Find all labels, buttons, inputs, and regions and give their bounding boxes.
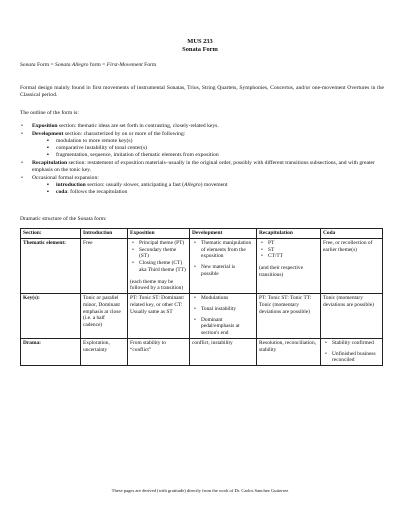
- table-cell: Exploration, uncertainty: [81, 338, 128, 365]
- cell-text: Principal theme (PT): [139, 239, 185, 246]
- table-cell: Free, or recollection of earlier theme(s): [321, 238, 383, 293]
- form-definition: [20, 62, 380, 69]
- bullet-icon: •: [194, 305, 196, 312]
- sub-item-text: section: usually slower, anticipating a fast (: [85, 181, 185, 188]
- cell-text: Tonal instability: [201, 305, 237, 312]
- outline-text: Occasional formal expansion:: [32, 174, 99, 181]
- term-first-movement: First-Movement: [106, 62, 143, 68]
- bullet-icon: •: [194, 295, 196, 301]
- term-exposition: Exposition: [32, 123, 58, 129]
- table-cell: [321, 338, 383, 365]
- outline-list: [20, 123, 382, 197]
- cell-list-item: [259, 240, 318, 247]
- cell-list-item: [259, 253, 318, 260]
- table-cell: PT: Tonic ST: Tonic TT: Tonic (momentary deviations are possible): [257, 294, 321, 339]
- table-cell: Tonic (momentary deviations are possible): [321, 294, 383, 339]
- bullet-icon: •: [194, 264, 196, 270]
- outline-item-exposition: [20, 123, 382, 130]
- term-development: Development: [32, 130, 64, 137]
- bullet-icon: •: [132, 246, 134, 253]
- table-cell: Resolution, reconciliation, stability: [257, 338, 321, 365]
- table-cell: [128, 238, 190, 293]
- cell-text: Closing theme (CT) aka Third theme (TT): [139, 260, 186, 273]
- bullet-icon: •: [261, 239, 263, 246]
- definition-text: Form: [142, 62, 157, 68]
- bullet-icon: •: [261, 246, 263, 253]
- cell-list-item: [259, 247, 318, 254]
- cell-list: [259, 240, 318, 260]
- row-label: Key(s):: [21, 294, 81, 339]
- square-bullet-icon: ▪: [47, 137, 49, 144]
- cell-text: CT/TT: [268, 253, 283, 260]
- row-label: Drama:: [21, 338, 81, 365]
- cell-list-item: [323, 340, 380, 347]
- sub-item-text: fragmentation, sequence, imitation of thematic elements from exposition: [56, 151, 219, 158]
- development-sublist: [32, 138, 382, 159]
- term-coda: coda: [56, 188, 68, 195]
- sub-item-text: modulation to more remote key(s): [56, 137, 133, 144]
- cell-note: (each theme may be followed by a transition): [130, 278, 184, 292]
- bullet-icon: •: [325, 350, 327, 357]
- table-cell: [257, 238, 321, 293]
- table-header-cell: Recapitulation: [257, 229, 321, 239]
- cell-list: [130, 240, 187, 274]
- cell-text: Unfinished business reconciled: [332, 350, 376, 364]
- table-row-keys: [21, 294, 383, 339]
- cell-list-item: [130, 247, 187, 261]
- definition-text: Form =: [35, 62, 56, 68]
- bullet-icon: •: [194, 316, 196, 323]
- sub-item: [32, 152, 382, 159]
- bullet-icon: •: [132, 260, 134, 266]
- square-bullet-icon: ▪: [47, 151, 49, 158]
- sub-item: [32, 145, 382, 152]
- table-cell: From stability to “conflict”: [128, 338, 190, 365]
- expansion-sublist: [32, 182, 382, 196]
- bullet-icon: •: [21, 123, 23, 129]
- term-allegro: Allegro: [184, 181, 201, 188]
- sub-item-text: ) movement: [200, 181, 228, 188]
- table-cell: conflict, instability: [190, 338, 257, 365]
- cell-list-item: [192, 264, 254, 278]
- dramatic-structure-intro: Dramatic structure of the Sonata form:: [20, 216, 107, 222]
- outline-item-recapitulation: [20, 160, 382, 174]
- term-sonata-allegro: Sonata Allegro: [55, 62, 89, 68]
- sonata-structure-table: [20, 228, 383, 366]
- course-code: MUS 233: [187, 38, 213, 45]
- table-header-row: [21, 229, 383, 239]
- table-row-drama: [21, 338, 383, 365]
- outline-intro: The outline of the form is:: [20, 110, 79, 116]
- cell-list-item: [192, 317, 254, 337]
- table-header-cell: Coda: [321, 229, 383, 239]
- cell-list-item: [192, 306, 254, 313]
- cell-text: Stability confirmed: [332, 339, 374, 346]
- sub-item-text: comparative instability of tonal center(s): [56, 144, 148, 151]
- table-row-thematic: [21, 238, 383, 293]
- cell-text: Dominant pedal/emphasis at section's end: [201, 316, 240, 336]
- table-header-cell: Exposition: [128, 229, 190, 239]
- square-bullet-icon: ▪: [47, 144, 49, 151]
- row-label: Thematic element:: [21, 238, 81, 293]
- bullet-icon: •: [21, 174, 23, 181]
- sub-item: [32, 189, 382, 196]
- table-cell: [190, 238, 257, 293]
- outline-item-expansion: [20, 175, 382, 196]
- table-header-cell: Section:: [21, 229, 81, 239]
- cell-list-item: [130, 260, 187, 274]
- outline-text: section: thematic ideas are set forth in contrasting, closely-related keys.: [57, 123, 219, 129]
- sub-item: [32, 182, 382, 189]
- page-title: Sonata Form: [182, 46, 218, 53]
- cell-list-item: [323, 351, 380, 365]
- table-cell: Tonic or parallel minor, Dominant emphasis at close (i.e. a half cadence): [81, 294, 128, 339]
- table-cell: Free: [81, 238, 128, 293]
- outline-item-development: [20, 131, 382, 159]
- term-introduction: introduction: [56, 181, 86, 188]
- cell-text: Thematic manipulation of elements from the exposition: [201, 239, 252, 260]
- cell-text: New material is possible: [201, 264, 236, 277]
- cell-list: [192, 240, 254, 278]
- bullet-icon: •: [132, 239, 134, 246]
- sub-item: [32, 138, 382, 145]
- bullet-icon: •: [261, 253, 263, 260]
- square-bullet-icon: ▪: [47, 181, 49, 188]
- table-cell: PT: Tonic ST: Dominant/ related key, or other CT: Usually same as ST: [128, 294, 190, 339]
- cell-text: Modulations: [201, 295, 229, 301]
- square-bullet-icon: ▪: [47, 188, 49, 195]
- bullet-icon: •: [325, 339, 327, 346]
- cell-list-item: [192, 240, 254, 260]
- page-footer: These pages are derived (with gratitude) directly from the work of Dr. Carlos Sanchez Gutierrez: [111, 488, 289, 493]
- definition-text: form =: [88, 62, 107, 68]
- bullet-icon: •: [21, 159, 23, 166]
- intro-paragraph: Formal design mainly found in first movements of instrumental Sonatas, Trios, String Quartets, Symphonies, Concertos, and/or one-movement Overtures in the Classical period.: [20, 85, 384, 98]
- cell-text: Secondary theme (ST): [139, 246, 177, 260]
- bullet-icon: •: [194, 239, 196, 246]
- cell-list-item: [192, 295, 254, 302]
- table-header-cell: Development: [190, 229, 257, 239]
- cell-list: [323, 340, 380, 364]
- cell-text: PT: [268, 239, 275, 246]
- table-header-cell: Introduction: [81, 229, 128, 239]
- bullet-icon: •: [21, 130, 23, 137]
- cell-list-item: [130, 240, 187, 247]
- cell-list: [192, 295, 254, 337]
- outline-text: section: restatement of exposition materials–usually in the original order, possibly with different transitions subsections, and with greater emphasis on the tonic key.: [32, 159, 375, 173]
- outline-text: section: characterized by on or more of the following:: [63, 130, 186, 137]
- term-sonata: Sonata: [20, 62, 36, 68]
- table-cell: [190, 294, 257, 339]
- term-recapitulation: Recapitulation: [32, 159, 68, 166]
- sub-item-text: : follows the recapitulation: [67, 188, 128, 195]
- cell-text: ST: [268, 246, 275, 253]
- cell-note: (and their respective transitions): [259, 265, 304, 278]
